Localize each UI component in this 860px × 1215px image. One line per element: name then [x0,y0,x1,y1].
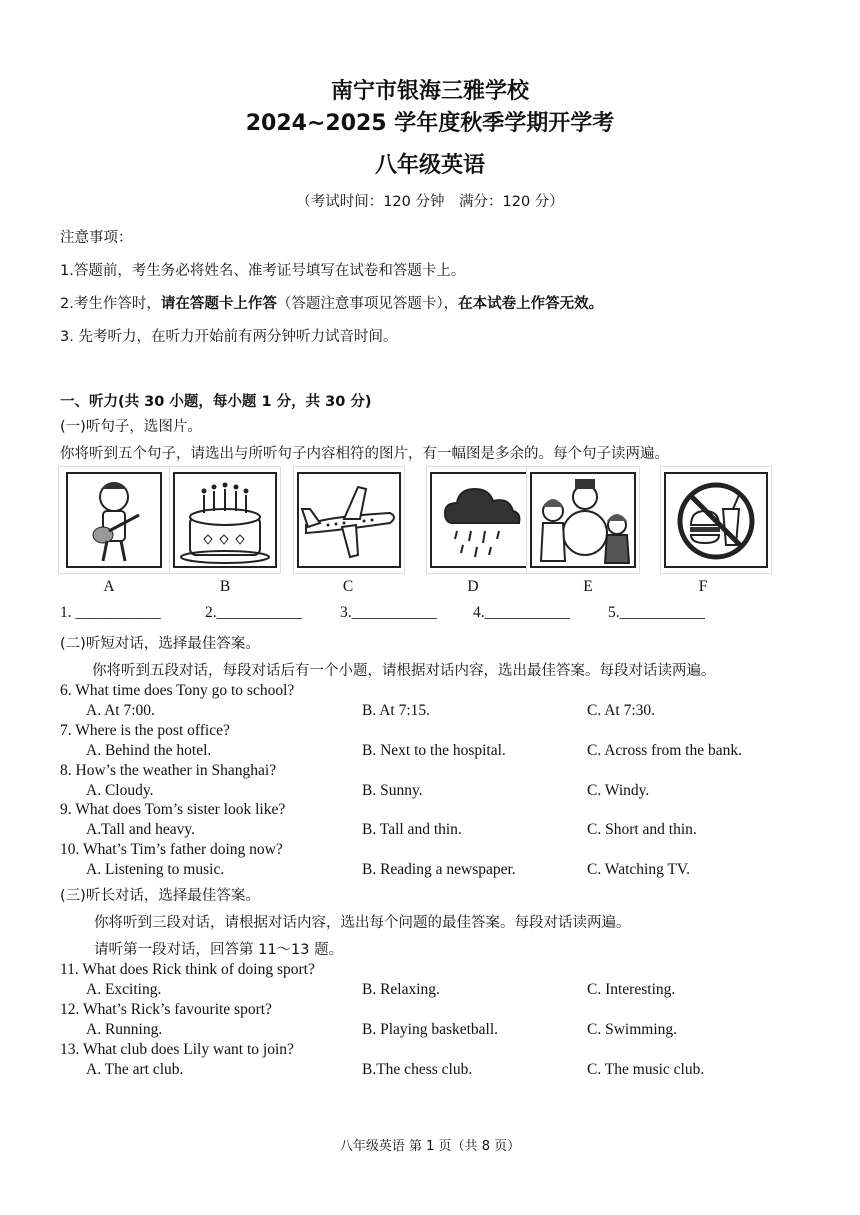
question-11-option-a: A. Exciting. [86,981,162,998]
exam-info: （考试时间：120 分钟 满分：120 分） [296,194,564,210]
rain-cloud-icon [427,467,537,573]
picture-letter-f: F [698,578,708,595]
question-6-option-c: C. At 7:30. [587,702,656,719]
kids-snowman-icon [527,467,639,573]
picture-letter-d: D [467,578,479,595]
answer-blank-3[interactable]: 3.___________ [340,604,437,621]
question-12: 12. What’s Rick’s favourite sport? [60,1001,272,1018]
question-9-option-a: A.Tall and heavy. [86,821,195,838]
question-9-option-b: B. Tall and thin. [362,821,462,838]
answer-blank-1[interactable]: 1. ___________ [60,604,161,621]
question-11-option-b: B. Relaxing. [362,981,440,998]
subject-title: 八年级英语 [374,153,485,178]
question-8-option-c: C. Windy. [587,782,650,799]
question-9-option-c: C. Short and thin. [587,821,697,838]
question-9: 9. What does Tom’s sister look like? [60,801,286,818]
part-3-instruction: 你将听到三段对话，请根据对话内容，选出每个问题的最佳答案。每段对话读两遍。 [94,915,631,931]
picture-e [526,466,640,574]
part-2-instruction: 你将听到五段对话，每段对话后有一个小题，请根据对话内容，选出最佳答案。每段对话读两遍。 [92,663,716,679]
question-10: 10. What’s Tim’s father doing now? [60,841,283,858]
question-10-option-c: C. Watching TV. [587,861,690,878]
question-13-option-a: A. The art club. [86,1061,184,1078]
question-8: 8. How’s the weather in Shanghai? [60,762,277,779]
picture-letter-a: A [103,578,115,595]
part-3-title: (三)听长对话，选择最佳答案。 [60,888,260,904]
question-8-option-b: B. Sunny. [362,782,423,799]
part-1-title: (一)听句子，选图片。 [60,419,202,435]
question-7-option-c: C. Across from the bank. [587,742,742,759]
boy-guitar-icon [59,467,169,573]
question-11: 11. What does Rick think of doing sport? [60,961,315,978]
no-fast-food-icon [661,467,771,573]
question-13-option-b: B.The chess club. [362,1061,473,1078]
answer-blank-2[interactable]: 2.___________ [205,604,302,621]
picture-d [426,466,538,574]
question-6: 6. What time does Tony go to school? [60,682,295,699]
question-11-option-c: C. Interesting. [587,981,676,998]
notice-item-3: 3. 先考听力，在听力开始前有两分钟听力试音时间。 [60,329,398,345]
part-1-instruction: 你将听到五个句子，请选出与所听句子内容相符的图片，有一幅图是多余的。每个句子读两遍。 [60,446,669,462]
school-name: 南宁市银海三雅学校 [330,79,529,104]
question-12-option-b: B. Playing basketball. [362,1021,499,1038]
picture-b [169,466,281,574]
notice-item-2-part-c: （答题注意事项见答题卡）， [276,296,459,312]
question-10-option-a: A. Listening to music. [86,861,225,878]
exam-term: 2024~2025 学年度秋季学期开学考 [245,111,615,136]
part-2-title: (二)听短对话，选择最佳答案。 [60,636,260,652]
question-13: 13. What club does Lily want to join? [60,1041,294,1058]
notice-item-2 [60,292,603,313]
answer-blank-4[interactable]: 4.___________ [473,604,570,621]
notice-item-2-part-b: 请在答题卡上作答 [160,296,277,312]
birthday-cake-icon [170,467,280,573]
section-1-heading: 一、听力(共 30 小题，每小题 1 分，共 30 分) [60,394,372,410]
question-6-option-b: B. At 7:15. [362,702,431,719]
picture-letter-c: C [342,578,354,595]
question-12-option-c: C. Swimming. [587,1021,678,1038]
picture-c [293,466,405,574]
notice-item-2-part-d: 在本试卷上作答无效。 [458,296,604,312]
part-3-subheading: 请听第一段对话，回答第 11～13 题。 [94,942,344,958]
question-10-option-b: B. Reading a newspaper. [362,861,516,878]
question-7: 7. Where is the post office? [60,722,230,739]
page-footer: 八年级英语 第 1 页（共 8 页） [339,1139,521,1154]
notice-item-2-part-a: 2.考生作答时， [60,296,161,312]
airplane-icon [294,467,404,573]
picture-f [660,466,772,574]
question-12-option-a: A. Running. [86,1021,163,1038]
question-6-option-a: A. At 7:00. [86,702,155,719]
question-7-option-b: B. Next to the hospital. [362,742,506,759]
question-8-option-a: A. Cloudy. [86,782,154,799]
picture-letter-b: B [219,578,231,595]
question-7-option-a: A. Behind the hotel. [86,742,212,759]
picture-a [58,466,170,574]
question-13-option-c: C. The music club. [587,1061,705,1078]
answer-blank-5[interactable]: 5.___________ [608,604,705,621]
notice-heading: 注意事项： [60,230,133,246]
picture-letter-e: E [583,578,593,595]
notice-item-1: 1.答题前，考生务必将姓名、准考证号填写在试卷和答题卡上。 [60,263,466,279]
